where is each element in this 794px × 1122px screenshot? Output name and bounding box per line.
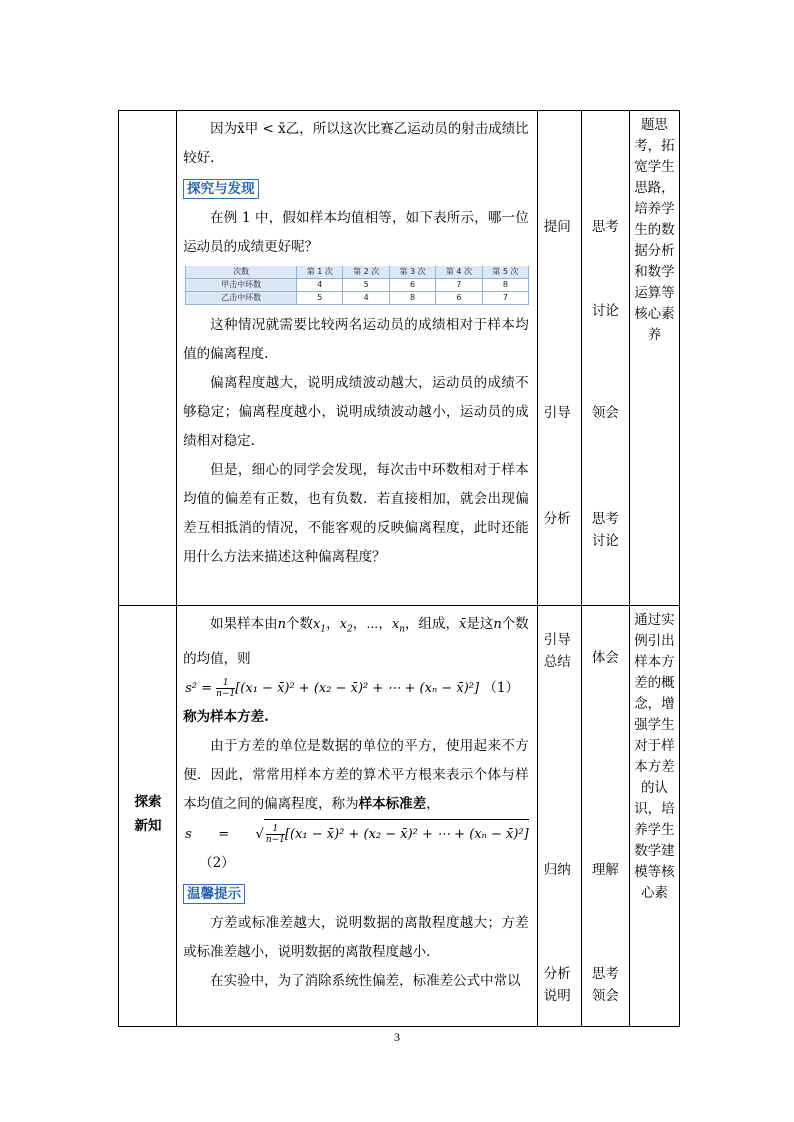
- table-header-cell: 第 5 次: [482, 266, 528, 279]
- paragraph-deviation: 这种情况就需要比较两名运动员的成绩相对于样本均值的偏离程度.: [183, 317, 529, 362]
- paragraph-dispersion: 方差或标准差越大，说明数据的离散程度越大；方差或标准差越小，说明数据的离散程度越小.: [183, 914, 529, 960]
- student-activity-cell: [581, 111, 629, 606]
- student-activity-item: 体会: [591, 650, 619, 666]
- paragraph-conclusion: 因为x̄甲 < x̄乙，所以这次比赛乙运动员的射击成绩比较好.: [183, 121, 529, 166]
- student-activity-item: 思考: [591, 511, 619, 527]
- content-cell: [177, 606, 538, 1027]
- teacher-activity-item: 分析: [543, 966, 571, 982]
- teacher-activity-item: 说明: [543, 988, 571, 1004]
- table-cell: 5: [343, 279, 389, 292]
- student-activity-item: 领会: [591, 988, 619, 1004]
- paragraph-definition: 如果样本由n个数$x_1$，$x_2$，⋯，$x_n$，组成，x̄是这n个数的均值，则: [183, 616, 529, 667]
- table-cell: 4: [297, 279, 343, 292]
- table-header-cell: 第 1 次: [297, 266, 343, 279]
- teacher-activity-item: 归纳: [543, 862, 571, 878]
- teacher-activity-item: 提问: [543, 219, 571, 235]
- score-table: [185, 266, 529, 305]
- paragraph-stability: 偏离程度越大，说明成绩波动越大，运动员的成绩不够稳定；偏离程度越小，说明成绩波动越小，运动员的成绩相对稳定.: [183, 375, 529, 449]
- teacher-activity-cell: [537, 606, 581, 1027]
- student-activity-item: 理解: [591, 862, 619, 878]
- lesson-row-new-knowledge: [119, 606, 680, 1027]
- content-cell: [177, 111, 538, 606]
- teacher-activity-item: 分析: [543, 511, 571, 527]
- section-heading-tip: 温馨提示: [183, 884, 245, 904]
- student-activity-item: 思考: [591, 219, 619, 235]
- lesson-row-discovery: [119, 111, 680, 606]
- teacher-activity-item: 引导: [543, 405, 571, 421]
- stage-label: 新知: [134, 818, 162, 834]
- lesson-plan-table: [118, 111, 680, 1027]
- table-cell: 7: [482, 292, 528, 305]
- table-row-label: 乙击中环数: [186, 292, 297, 305]
- section-heading-explore: 探究与发现: [183, 179, 259, 199]
- table-cell: 8: [389, 292, 435, 305]
- student-activity-item: 讨论: [591, 533, 619, 549]
- design-intent-text: 题思考，拓宽学生思路，培养学生的数据分析和数学运算等核心素养: [634, 117, 675, 343]
- teacher-activity-item: 总结: [543, 654, 571, 670]
- table-header-row: [186, 266, 529, 279]
- table-row: [186, 292, 529, 305]
- table-cell: 5: [297, 292, 343, 305]
- design-intent-cell: [629, 606, 679, 1027]
- student-activity-item: 领会: [591, 405, 619, 421]
- table-header-cell: 第 2 次: [343, 266, 389, 279]
- table-row-label: 甲击中环数: [186, 279, 297, 292]
- stage-cell-empty: [119, 111, 177, 606]
- design-intent-text: 通过实例引出样本方差的概念，增强学生对于样本方差的认识，培养学生数学建模等核心素: [634, 612, 675, 901]
- student-activity-item: 思考: [591, 966, 619, 982]
- table-cell: 4: [343, 292, 389, 305]
- paragraph-bias: 在实验中，为了消除系统性偏差，标准差公式中常以: [210, 972, 521, 989]
- table-cell: 8: [482, 279, 528, 292]
- table-cell: 6: [436, 292, 482, 305]
- table-header-cell: 第 4 次: [436, 266, 482, 279]
- student-activity-item: 讨论: [591, 303, 619, 319]
- table-header-cell: 次数: [186, 266, 297, 279]
- paragraph-std-dev: 由于方差的单位是数据的单位的平方，使用起来不方便．因此，常常用样本方差的算术平方根来表示个体与样本均值之间的偏离程度，称为样本标准差，: [183, 737, 529, 812]
- table-cell: 6: [389, 279, 435, 292]
- teacher-activity-cell: [537, 111, 581, 606]
- table-header-cell: 第 3 次: [389, 266, 435, 279]
- paragraph-question: 在例 1 中，假如样本均值相等，如下表所示，哪一位运动员的成绩更好呢？: [183, 210, 529, 255]
- student-activity-cell: [581, 606, 629, 1027]
- design-intent-cell: [629, 111, 679, 606]
- formula-variance: s² = $\frac{1}{n-1}$ [(x₁ − x̄)² + (x₂ − x̄)² + ⋯ + (xₙ − x̄)²] （1）: [185, 677, 519, 699]
- table-cell: 7: [436, 279, 482, 292]
- formula-std-dev: s = √ $\frac{1}{n-1}$ [(x₁ − x̄)² + (x₂ − x̄)² + ⋯ + (xₙ − x̄)²] （2）: [183, 819, 529, 878]
- table-row: [186, 279, 529, 292]
- stage-label: 探索: [134, 794, 162, 810]
- term-sample-variance: 称为样本方差.: [183, 708, 269, 725]
- stage-cell: [119, 606, 177, 1027]
- paragraph-offset: 但是，细心的同学会发现，每次击中环数相对于样本均值的偏差有正数，也有负数．若直接相加，就会出现偏差互相抵消的情况，不能客观的反映偏离程度，此时还能用什么方法来描述这种偏离程度？: [183, 462, 529, 565]
- teacher-activity-item: 引导: [543, 632, 571, 648]
- page-number: 3: [394, 1030, 400, 1044]
